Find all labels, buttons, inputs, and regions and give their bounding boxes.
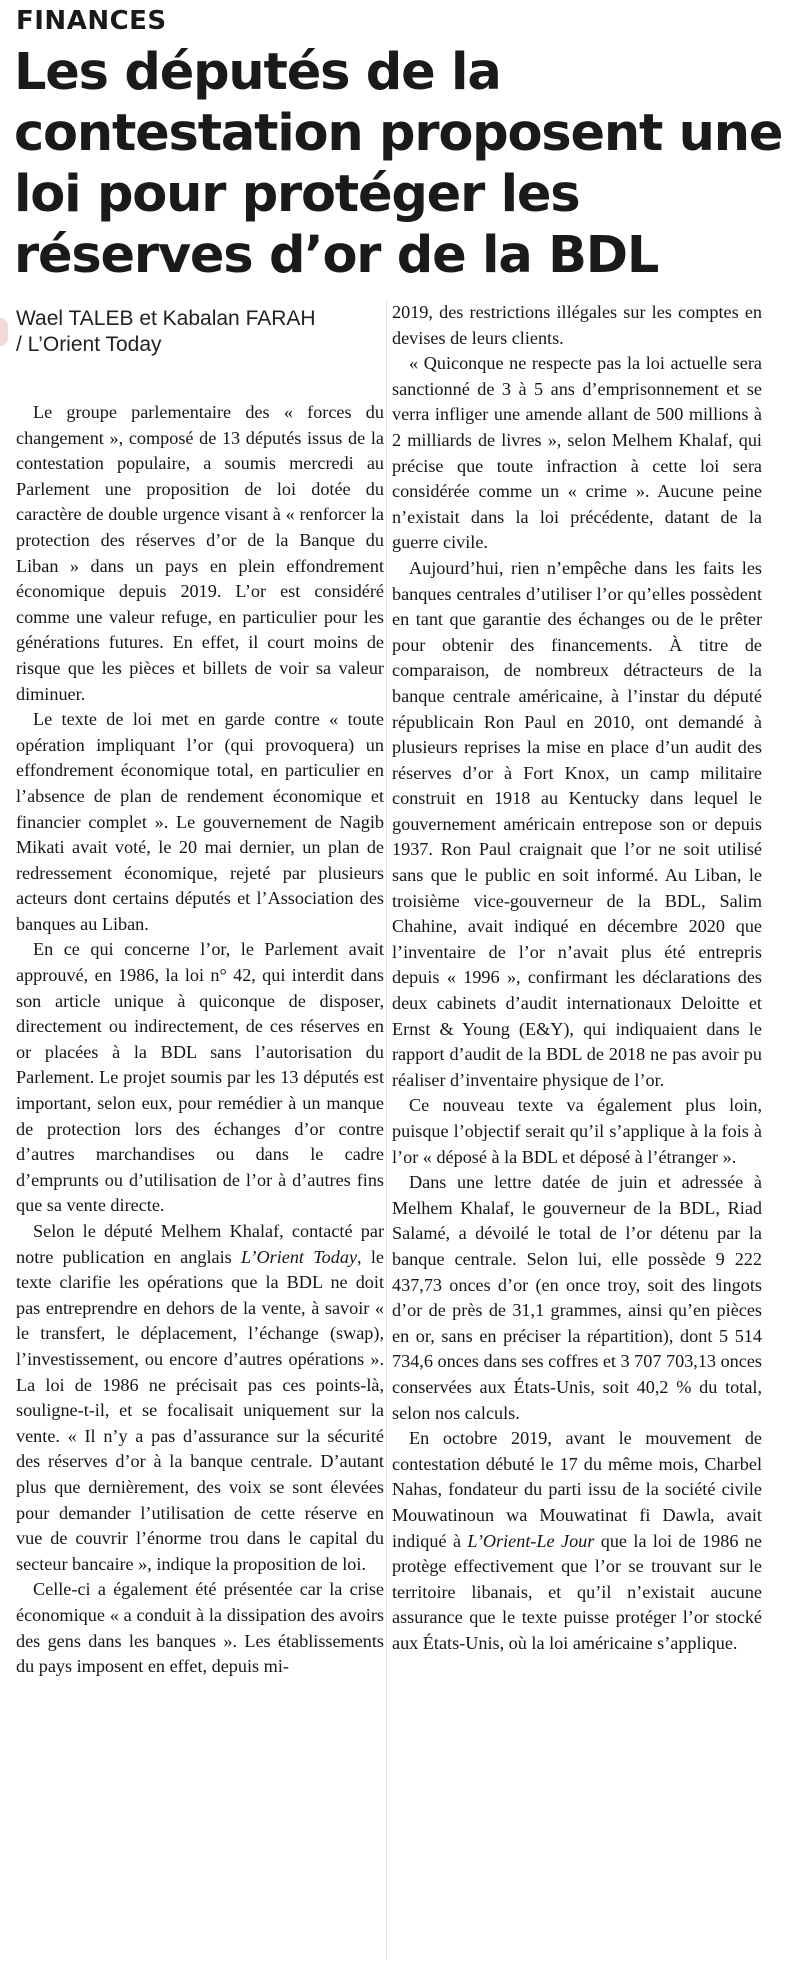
article-headline: Les députés de la contestation proposent une loi pour protéger les réserves d’or de la BDL (14, 43, 783, 285)
right-column (392, 300, 762, 1656)
paragraph-text: Selon le député Melhem Khalaf, contacté par notre publication en anglais (16, 1221, 384, 1267)
paragraph-continuation: 2019, des restrictions illégales sur les comptes en devises de leurs clients. (392, 302, 762, 348)
publication-name: L’Orient Today (240, 1246, 358, 1267)
paragraph-text: En octobre 2019, avant le mouvement de contestation débuté le 17 du même mois, Charbel Nahas, fondateur du parti issu de la société civile Mouwatinoun wa Mouwatinat fi Dawla, avait indiqué à (392, 1428, 762, 1551)
publication-name: L’Orient-Le Jour (467, 1530, 595, 1551)
paragraph-text: que la loi de 1986 ne protège effectivement que l’or se trouvant sur le territoire libanais, et qu’il n’existait aucune assurance que le texte puisse protéger l’or stocké aux États-Unis, où la loi américaine s’applique. (392, 1530, 762, 1653)
paragraph (16, 1219, 384, 1577)
paragraph: Celle-ci a également été présentée car la crise économique « a conduit à la dissipation des avoirs des gens dans les banques ». Les établissements du pays imposent en effet, depuis mi- (16, 1579, 384, 1677)
paragraph: « Quiconque ne respecte pas la loi actuelle sera sanctionné de 3 à 5 ans d’emprisonnement et se verra infliger une amende allant de 500 millions à 2 milliards de livres », selon Melhem Khalaf, qui précise que toute infraction à cette loi sera considérée comme un « crime ». Aucune peine n’existait dans la loi précédente, datant de la guerre civile. (392, 353, 762, 553)
paragraph: Aujourd’hui, rien n’empêche dans les faits les banques centrales d’utiliser l’or qu’elles possèdent en tant que garantie des échanges ou de le prêter pour obtenir des financements. À titre de comparaison, de nombreux détracteurs de la banque centrale américaine, à l’instar du député républicain Ron Paul en 2010, ont demandé à plusieurs reprises la mise en place d’un audit des réserves d’or à Fort Knox, un camp militaire construit en 1918 au Kentucky dans lequel le gouvernement américain entrepose son or depuis 1937. Ron Paul craignait que l’or ne soit utilisé sans que le public en soit informé. Au Liban, le troisième vice-gouverneur de la BDL, Salim Chahine, avait indiqué en décembre 2020 que l’inventaire de l’or n’avait plus été entrepris depuis « 1996 », confirmant les déclarations des deux cabinets d’audit internationaux Deloitte et Ernst & Young (E&Y), qui indiquaient dans le rapport d’audit de la BDL de 2018 ne pas avoir pu réaliser d’inventaire physique de l’or. (392, 557, 762, 1090)
paragraph-text: , le texte clarifie les opérations que la BDL ne doit pas entreprendre en dehors de la vente, à savoir « le transfert, le déplacement, l’échange (swap), l’investissement, ou encore d’autres opérations ». La loi de 1986 ne précisait pas ces points-là, souligne-t-il, et se focalisait uniquement sur la vente. « Il n’y a pas d’assurance sur la sécurité des réserves d’or à la banque centrale. D’autant plus que dernièrement, des voix se sont élevées pour demander l’utilisation de cette réserve en vue de couvrir l’énorme trou dans le capital du secteur bancaire », indique la proposition de loi. (16, 1246, 384, 1574)
paragraph (392, 1426, 762, 1656)
paragraph: Le texte de loi met en garde contre « toute opération impliquant l’or (qui provoquera) un effondrement économique total, en particulier en l’absence de plan de rendement économique et financier complet ». Le gouvernement de Nagib Mikati avait voté, le 20 mai dernier, un plan de redressement économique, rejeté par plusieurs acteurs dont certains députés et l’Association des banques au Liban. (16, 709, 384, 934)
column-gutter (386, 300, 387, 1960)
paragraph: Ce nouveau texte va également plus loin, puisque l’objectif serait qu’il s’applique à la fois à l’or « déposé à la BDL et déposé à l’étranger ». (392, 1095, 762, 1167)
section-rubric: FINANCES (16, 6, 167, 36)
paragraph: En ce qui concerne l’or, le Parlement avait approuvé, en 1986, la loi n° 42, qui interdit dans son article unique à quiconque de disposer, directement ou indirectement, de ces réserves en or placées à la BDL sans l’autorisation du Parlement. Le projet soumis par les 13 députés est important, selon eux, pour remédier à un manque de protection lors des échanges d’or contre d’autres marchandises ou dans le cadre d’emprunts ou d’utilisation de l’or à d’autres fins que sa vente directe. (16, 939, 384, 1216)
page-edge-mark (0, 318, 8, 346)
paragraph: Dans une lettre datée de juin et adressée à Melhem Khalaf, le gouverneur de la BDL, Riad Salamé, a dévoilé le total de l’or détenu par la banque centrale. Selon lui, elle possède 9 222 437,73 onces d’or (en once troy, soit des lingots d’or de près de 31,1 grammes, ainsi qu’en pièces en or, sans en préciser la répartition), dont 5 514 734,6 onces dans ses coffres et 3 707 703,13 onces conservées aux États-Unis, soit 40,2 % du total, selon nos calculs. (392, 1172, 762, 1423)
left-column (16, 400, 384, 1680)
paragraph: Le groupe parlementaire des « forces du changement », composé de 13 députés issus de la contestation populaire, a soumis mercredi au Parlement une proposition de loi dotée du caractère de double urgence visant à « renforcer la protection des réserves d’or de la Banque du Liban » dans un pays en plein effondrement économique depuis 2019. L’or est considéré comme une valeur refuge, en particulier pour les générations futures. En effet, il court moins de risque que les pièces et billets de voir sa valeur diminuer. (16, 402, 384, 704)
article-byline: Wael TALEB et Kabalan FARAH / L’Orient Today (16, 307, 316, 356)
